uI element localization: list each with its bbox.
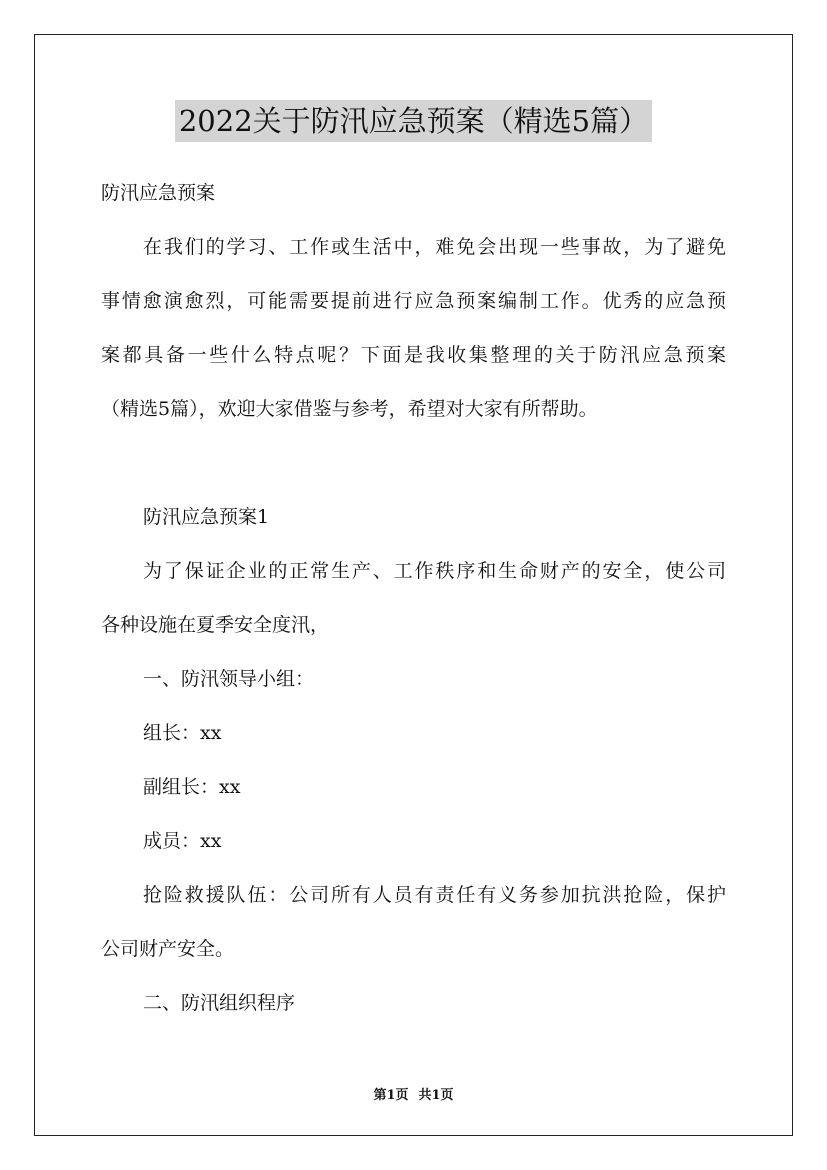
leader-line: 组长：xx <box>143 722 222 744</box>
section1-line-1: 为了保证企业的正常生产、工作秩序和生命财产的安全，使公司 <box>143 560 726 582</box>
blank-line <box>101 436 726 490</box>
intro-line-2: 事情愈演愈烈，可能需要提前进行应急预案编制工作。优秀的应急预 <box>101 290 726 312</box>
group-heading: 一、防汛领导小组： <box>143 668 315 690</box>
rescue-line-2: 公司财产安全。 <box>101 938 235 960</box>
procedure-heading: 二、防汛组织程序 <box>143 992 296 1014</box>
section1-title: 防汛应急预案1 <box>143 506 270 528</box>
document-body <box>101 166 726 1030</box>
intro-line-3: 案都具备一些什么特点呢？下面是我收集整理的关于防汛应急预案 <box>101 344 726 366</box>
page-number: 第1页 <box>373 1088 409 1103</box>
page-total: 共1页 <box>418 1088 454 1103</box>
members-line: 成员：xx <box>143 830 222 852</box>
page-footer <box>0 1084 827 1103</box>
section1-line-2: 各种设施在夏季安全度汛， <box>101 614 330 636</box>
title-container <box>0 100 827 142</box>
rescue-line-1: 抢险救援队伍：公司所有人员有责任有义务参加抗洪抢险，保护 <box>143 884 726 906</box>
vice-leader-line: 副组长：xx <box>143 776 241 798</box>
intro-line-1: 在我们的学习、工作或生活中，难免会出现一些事故，为了避免 <box>143 236 726 258</box>
document-title: 2022关于防汛应急预案（精选5篇） <box>175 100 652 142</box>
intro-line-4: （精选5篇），欢迎大家借鉴与参考，希望对大家有所帮助。 <box>101 398 598 420</box>
section-heading: 防汛应急预案 <box>101 182 216 204</box>
